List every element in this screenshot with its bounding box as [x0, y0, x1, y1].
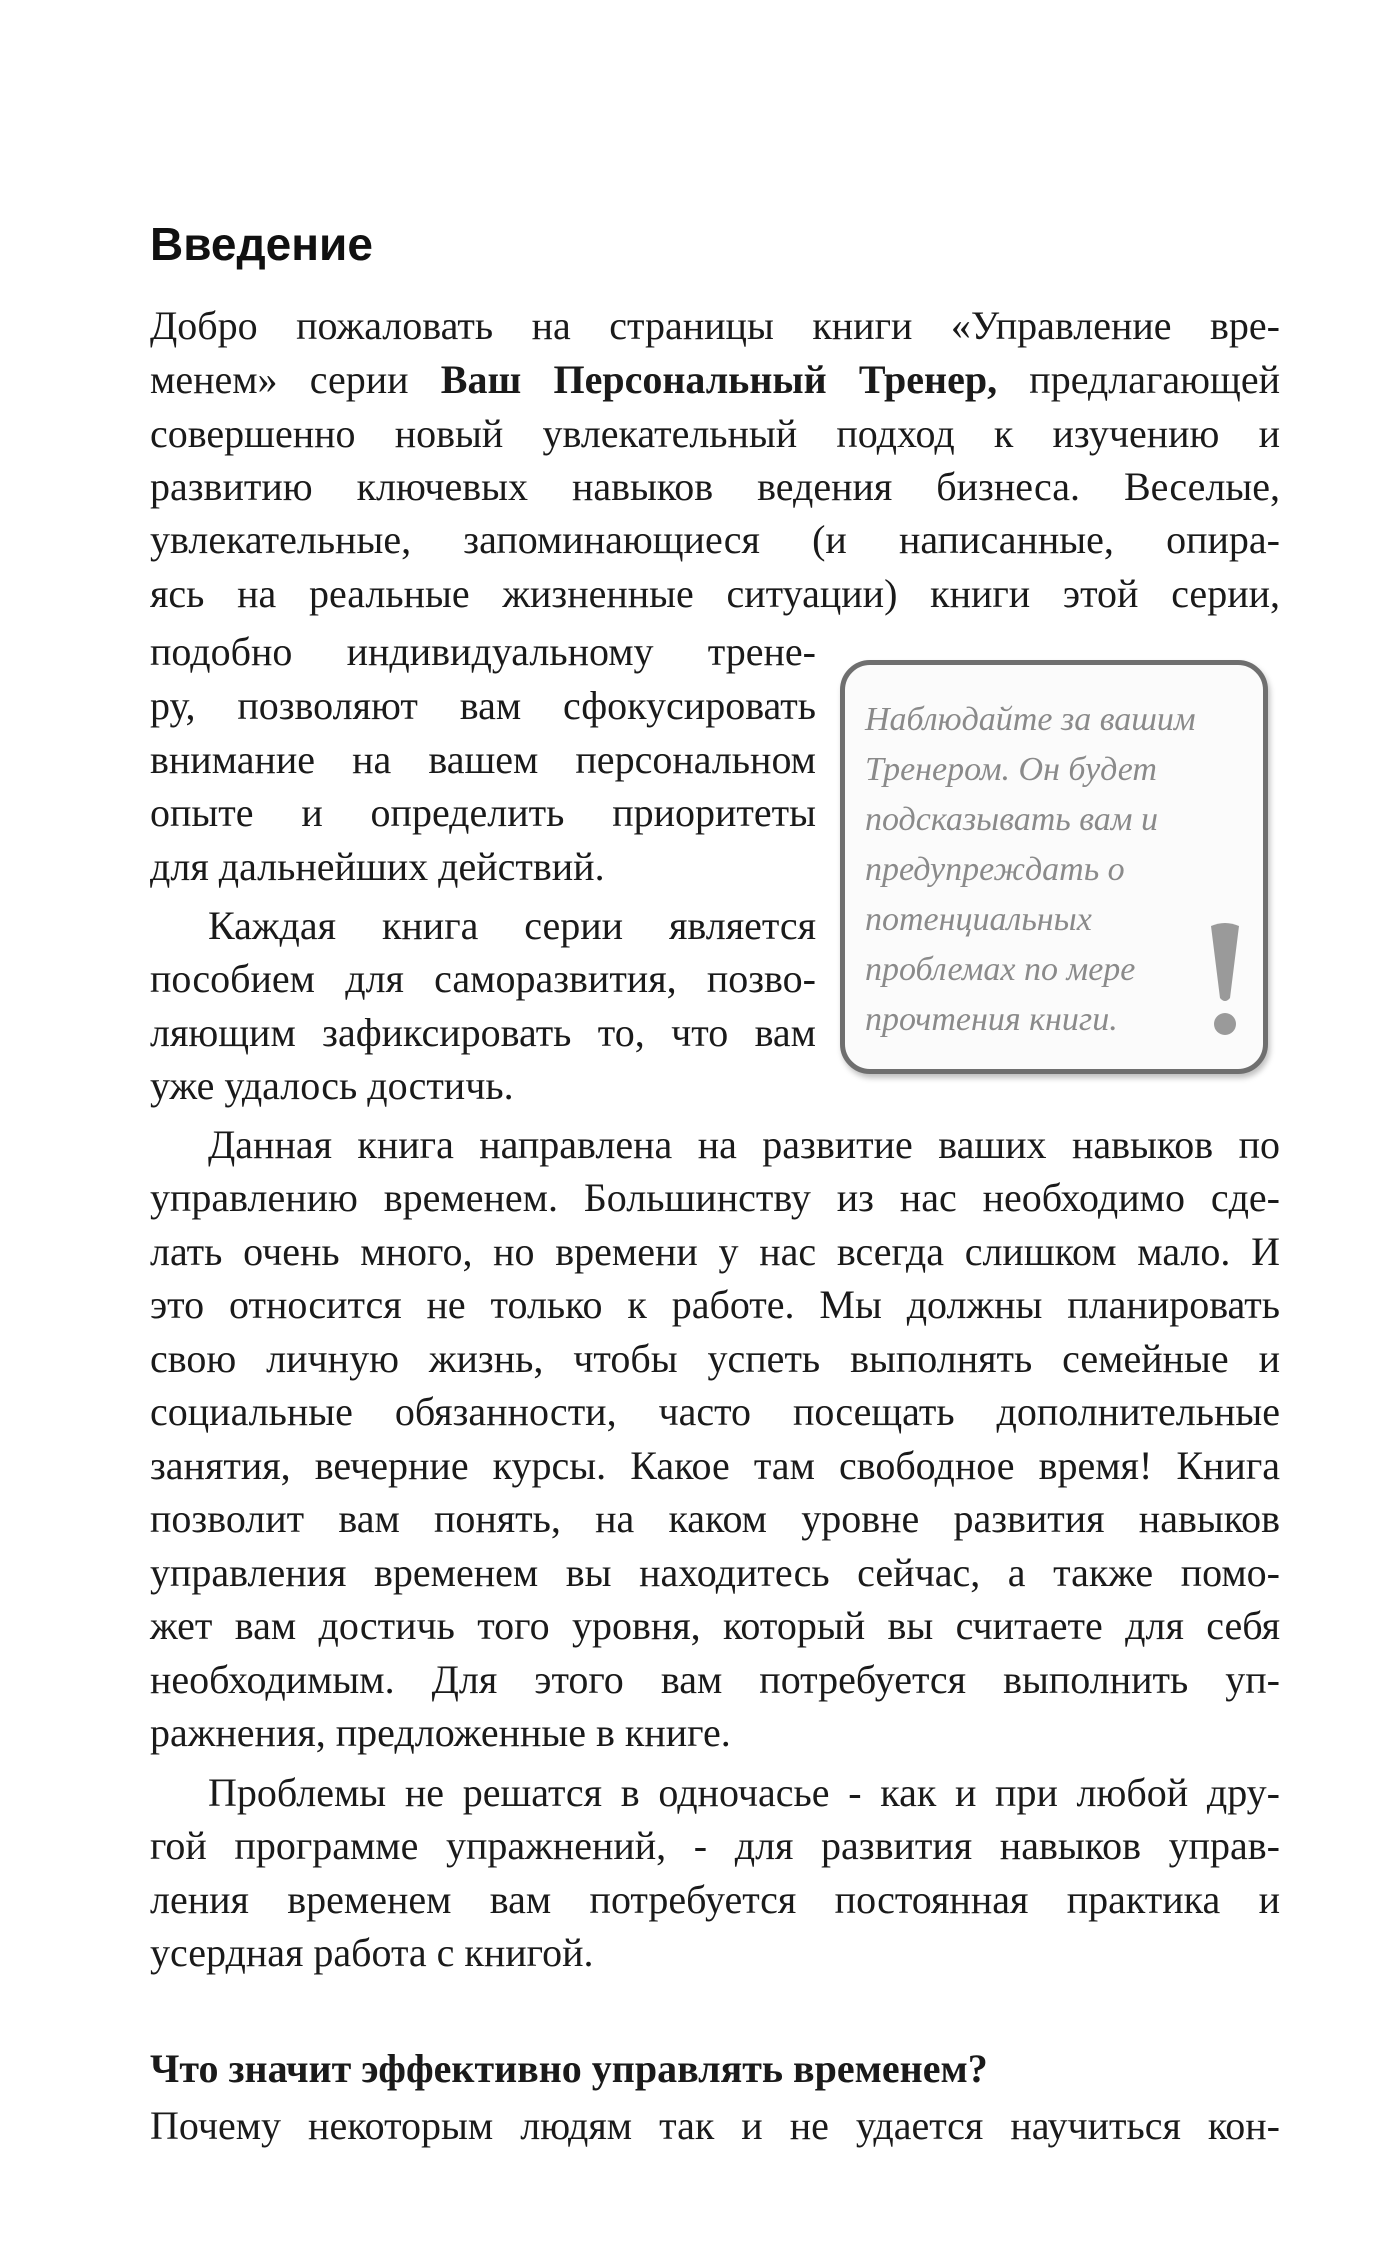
paragraph-line: совершенно новый увлекательный подход к изучению и [150, 411, 1280, 456]
tip-line: подсказывать вам и [865, 801, 1158, 838]
paragraph-line: Добро пожаловать на страницы книги «Управление вре- [150, 303, 1280, 348]
paragraph-line: увлекательные, запоминающиеся (и написанные, опира- [150, 517, 1280, 562]
section-title: Что значит эффективно управлять временем? [150, 2046, 988, 2091]
paragraph-line: уже удалось достичь. [150, 1063, 514, 1108]
paragraph-line: занятия, вечерние курсы. Какое там свободное время! Книга [150, 1443, 1280, 1488]
paragraph-line: Проблемы не решатся в одночасье - как и при любой дру- [208, 1770, 1280, 1815]
paragraph-line: позволит вам понять, на каком уровне развития навыков [150, 1496, 1280, 1541]
tip-line: проблемах по мере [865, 951, 1136, 988]
paragraph-line: это относится не только к работе. Мы должны планировать [150, 1282, 1280, 1327]
tip-line: предупреждать о [865, 851, 1125, 888]
paragraph-line: пособием для саморазвития, позво- [150, 956, 816, 1001]
paragraph-line: управлению временем. Большинству из нас необходимо сде- [150, 1175, 1280, 1220]
paragraph-line: развитию ключевых навыков ведения бизнеса. Веселые, [150, 464, 1280, 509]
tip-line: потенциальных [865, 901, 1092, 938]
paragraph-line: социальные обязанности, часто посещать дополнительные [150, 1389, 1280, 1434]
paragraph-line: свою личную жизнь, чтобы успеть выполнять семейные и [150, 1336, 1280, 1381]
paragraph-line: ляющим зафиксировать то, что вам [150, 1010, 816, 1055]
paragraph-line: управления временем вы находитесь сейчас, а также помо- [150, 1550, 1280, 1595]
paragraph-line: Каждая книга серии является [208, 903, 816, 948]
series-name: Ваш Персональный Тренер, [440, 357, 998, 402]
paragraph-line: ления временем вам потребуется постоянная практика и [150, 1877, 1280, 1922]
paragraph-line: жет вам достичь того уровня, который вы считаете для себя [150, 1603, 1280, 1648]
paragraph-line: ру, позволяют вам сфокусировать [150, 683, 816, 728]
paragraph-line: Почему некоторым людям так и не удается научиться кон- [150, 2103, 1280, 2148]
chapter-heading: Введение [150, 218, 373, 270]
tip-line: Тренером. Он будет [865, 751, 1157, 788]
tip-line: Наблюдайте за вашим [865, 701, 1196, 738]
trainer-tip-box [840, 660, 1268, 1074]
paragraph-line: для дальнейших действий. [150, 844, 605, 889]
paragraph-line: опыте и определить приоритеты [150, 790, 816, 835]
exclamation-icon [1205, 920, 1245, 1040]
paragraph-line: внимание на вашем персональном [150, 737, 816, 782]
paragraph-line: необходимым. Для этого вам потребуется выполнить уп- [150, 1657, 1280, 1702]
text-run: менем» серии [150, 357, 441, 402]
tip-line: прочтения книги. [865, 1001, 1118, 1038]
paragraph-line: гой программе упражнений, - для развития навыков управ- [150, 1823, 1280, 1868]
tip-text [865, 695, 1196, 1045]
paragraph-line: лать очень много, но времени у нас всегда слишком мало. И [150, 1229, 1280, 1274]
paragraph-line: Данная книга направлена на развитие ваших навыков по [208, 1122, 1280, 1167]
paragraph-line [150, 354, 1280, 406]
paragraph-line: усердная работа с книгой. [150, 1930, 594, 1975]
paragraph-line: ясь на реальные жизненные ситуации) книги этой серии, [150, 571, 1280, 616]
paragraph-line: ражнения, предложенные в книге. [150, 1710, 731, 1755]
text-run: предлагающей [997, 357, 1280, 402]
paragraph-line: подобно индивидуальному трене- [150, 629, 816, 674]
